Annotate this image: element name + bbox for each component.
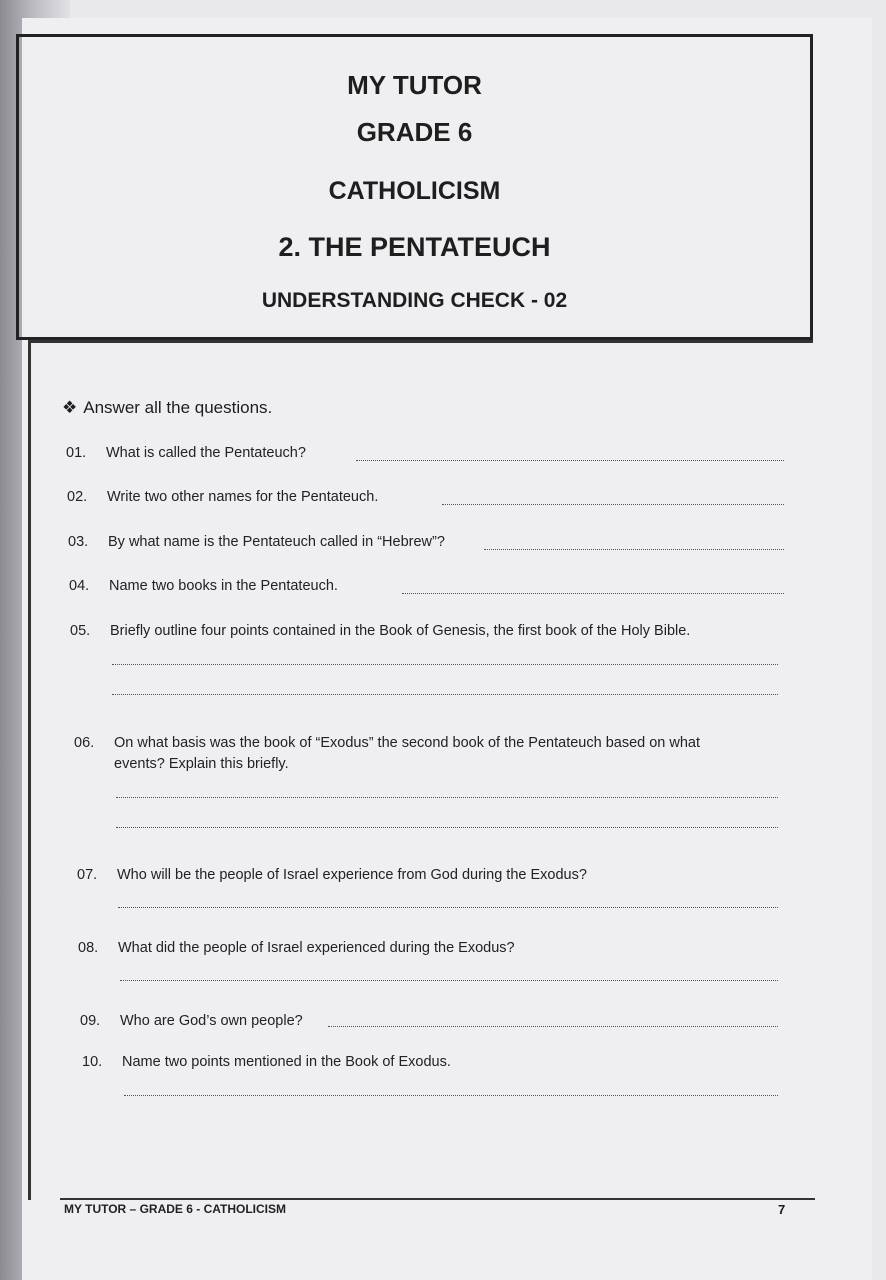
question-number: 04. [69, 578, 90, 594]
question-04 [69, 578, 338, 594]
question-06-continued: events? Explain this briefly. [114, 756, 289, 772]
question-text: What is called the Pentateuch? [106, 445, 306, 461]
answer-line-02[interactable] [442, 504, 784, 505]
footer-divider [60, 1198, 815, 1200]
diamond-bullet-icon: ❖ [62, 398, 78, 417]
question-01 [66, 445, 306, 461]
question-number: 01. [66, 445, 87, 461]
title-my-tutor: MY TUTOR [347, 70, 482, 100]
footer-text: MY TUTOR – GRADE 6 - CATHOLICISM [64, 1202, 287, 1216]
question-number: 09. [80, 1013, 101, 1029]
instruction-text: Answer all the questions. [83, 398, 273, 417]
question-number: 10. [82, 1054, 103, 1070]
answer-line-05b[interactable] [112, 694, 778, 695]
question-number: 02. [67, 489, 88, 505]
question-text: Name two points mentioned in the Book of Exodus. [122, 1054, 451, 1070]
title-lesson: 2. THE PENTATEUCH [278, 232, 551, 262]
question-number: 03. [68, 534, 89, 550]
question-text: On what basis was the book of “Exodus” the second book of the Pentateuch based on what [114, 735, 701, 751]
question-number: 08. [78, 940, 99, 956]
answer-line-08[interactable] [120, 980, 778, 981]
question-07 [77, 867, 587, 883]
question-text: Briefly outline four points contained in the Book of Genesis, the first book of the Holy Bible. [110, 623, 691, 639]
question-05 [70, 623, 690, 639]
question-text: What did the people of Israel experienced during the Exodus? [118, 940, 515, 956]
page-number: 7 [778, 1202, 786, 1217]
title-subject: CATHOLICISM [328, 177, 501, 205]
answer-line-03[interactable] [484, 549, 784, 550]
question-number: 07. [77, 867, 98, 883]
question-text: Who are God’s own people? [120, 1013, 303, 1029]
title-understanding-check: UNDERSTANDING CHECK - 02 [261, 289, 568, 312]
question-10 [82, 1054, 451, 1070]
question-03 [68, 534, 445, 550]
question-09 [80, 1013, 303, 1029]
answer-line-04[interactable] [402, 593, 784, 594]
question-number: 05. [70, 623, 91, 639]
question-text: Write two other names for the Pentateuch. [107, 489, 379, 505]
question-08 [78, 940, 515, 956]
answer-line-07[interactable] [118, 907, 778, 908]
question-text: Name two books in the Pentateuch. [109, 578, 338, 594]
answer-line-10[interactable] [124, 1095, 778, 1096]
question-number: 06. [74, 735, 95, 751]
question-text: Who will be the people of Israel experience from God during the Exodus? [117, 867, 587, 883]
answer-line-06b[interactable] [116, 827, 778, 828]
question-02 [67, 489, 378, 505]
question-text: By what name is the Pentateuch called in “Hebrew”? [108, 534, 445, 550]
instruction [62, 398, 272, 418]
answer-line-09[interactable] [328, 1026, 778, 1027]
answer-line-05a[interactable] [112, 664, 778, 665]
title-grade: GRADE 6 [356, 117, 473, 147]
answer-line-06a[interactable] [116, 797, 778, 798]
answer-line-01[interactable] [356, 460, 784, 461]
title-box [16, 34, 813, 340]
question-06 [74, 735, 700, 751]
